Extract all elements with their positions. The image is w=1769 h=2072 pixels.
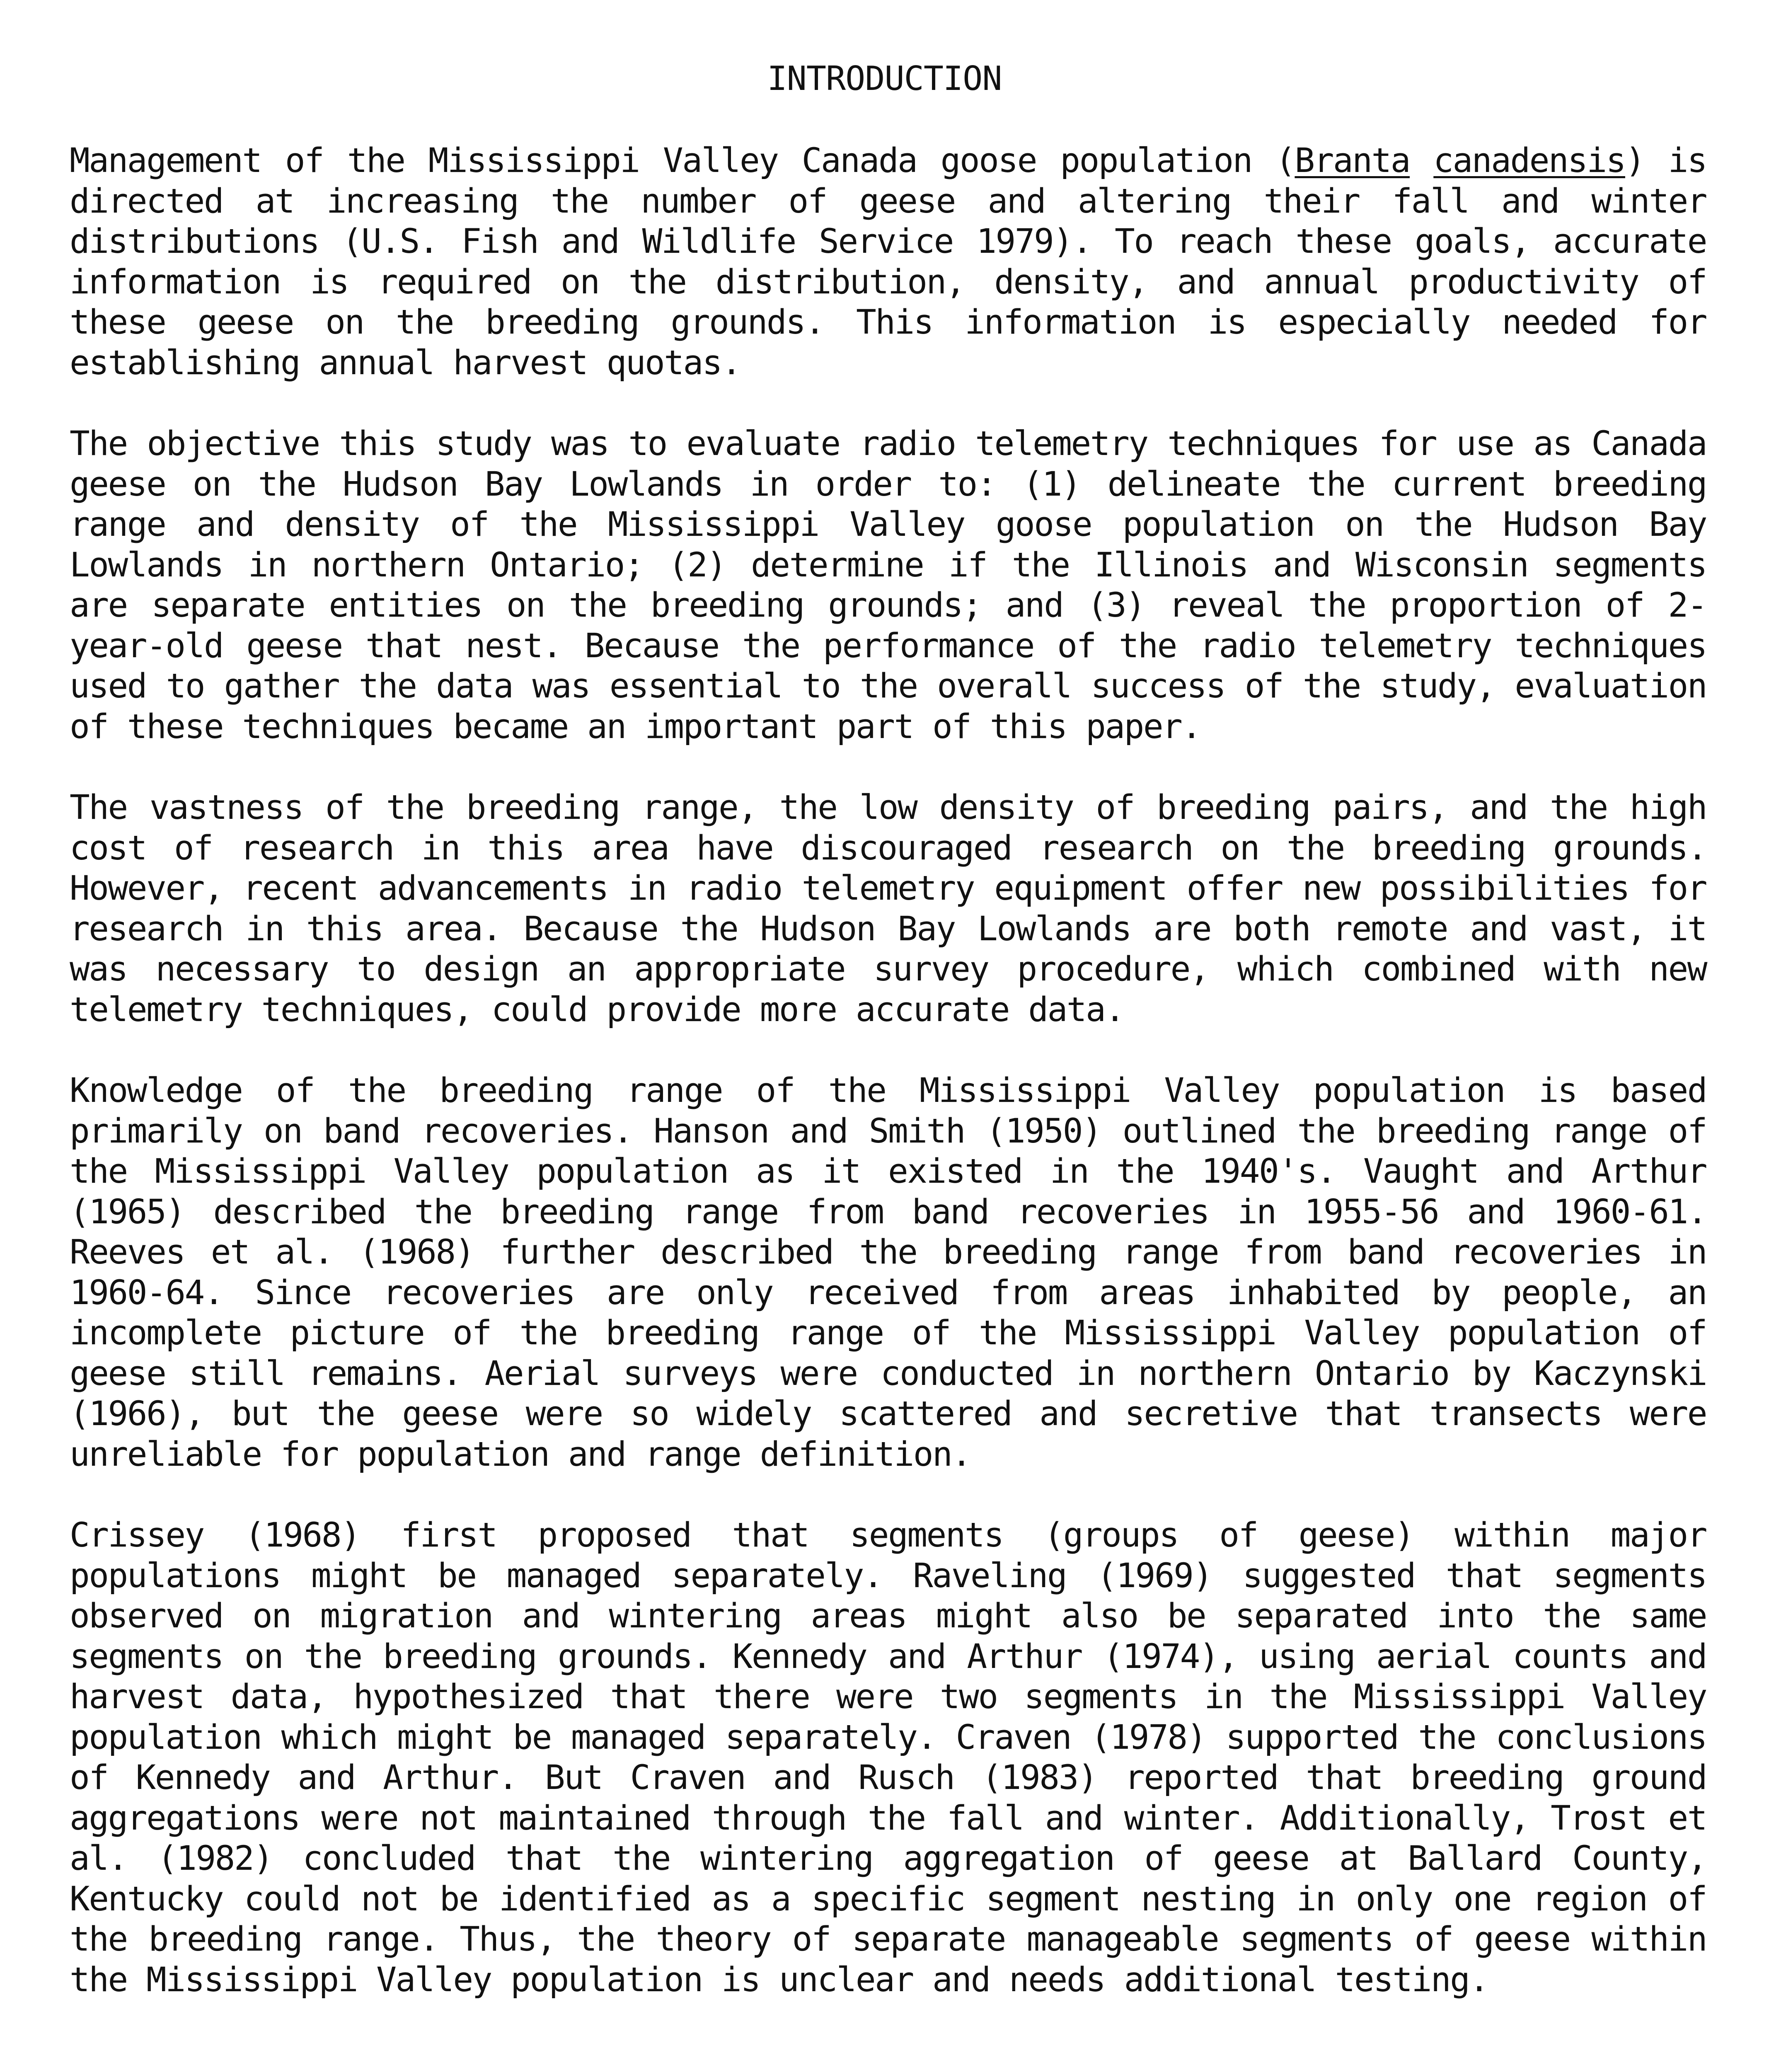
paragraph-management [70,141,1706,383]
paragraph-vastness: The vastness of the breeding range, the low density of breeding pairs, and the high cost of research in this area have discouraged research on the breeding grounds. However, recent advancements in radio telemetry equipment offer new possibilities for research in this area. Because the Hudson Bay Lowlands are both remote and vast, it was necessary to design an appropriate survey procedure, which combined with new telemetry techniques, could provide more accurate data. [70,788,1706,1029]
body-text [70,141,1706,2041]
paragraph-management-rest: ) is directed at increasing the number of geese and altering their fall and winter distributions (U.S. Fish and Wildlife Service 1979). To reach these goals, accurate information is required on the distribution, density, and annual productivity of these geese on the breeding grounds. This information is especially needed for establishing annual harvest quotas. [70,141,1706,382]
paragraph-objective: The objective this study was to evaluate radio telemetry techniques for use as Canada geese on the Hudson Bay Lowlands in order to: (1) delineate the current breeding range and density of the Mississippi Valley goose population on the Hudson Bay Lowlands in northern Ontario; (2) determine if the Illinois and Wisconsin segments are separate entities on the breeding grounds; and (3) reveal the proportion of 2-year-old geese that nest. Because the performance of the radio telemetry techniques used to gather the data was essential to the overall success of the study, evaluation of these techniques became an important part of this paper. [70,424,1706,746]
scientific-name-species: canadensis [1433,141,1625,180]
scientific-name-space [1410,141,1433,180]
section-heading: INTRODUCTION [767,59,1002,98]
paragraph-management-lead: Management of the Mississippi Valley Canada goose population ( [70,141,1295,180]
paragraph-segments: Crissey (1968) first proposed that segments (groups of geese) within major populations might be managed separately. Raveling (1969) suggested that segments observed on migration and wintering areas might also be separated into the same segments on the breeding grounds. Kennedy and Arthur (1974), using aerial counts and harvest data, hypothesized that there were two segments in the Mississippi Valley population which might be managed separately. Craven (1978) supported the conclusions of Kennedy and Arthur. But Craven and Rusch (1983) reported that breeding ground aggregations were not maintained through the fall and winter. Additionally, Trost et al. (1982) concluded that the wintering aggregation of geese at Ballard County, Kentucky could not be identified as a specific segment nesting in only one region of the breeding range. Thus, the theory of separate manageable segments of geese within the Mississippi Valley population is unclear and needs additional testing. [70,1516,1706,1999]
paragraph-knowledge: Knowledge of the breeding range of the Mississippi Valley population is based primarily on band recoveries. Hanson and Smith (1950) outlined the breeding range of the Mississippi Valley population as it existed in the 1940's. Vaught and Arthur (1965) described the breeding range from band recoveries in 1955-56 and 1960-61. Reeves et al. (1968) further described the breeding range from band recoveries in 1960-64. Since recoveries are only received from areas inhabited by people, an incomplete picture of the breeding range of the Mississippi Valley population of geese still remains. Aerial surveys were conducted in northern Ontario by Kaczynski (1966), but the geese were so widely scattered and secretive that transects were unreliable for population and range definition. [70,1071,1706,1474]
scientific-name-genus: Branta [1295,141,1410,180]
